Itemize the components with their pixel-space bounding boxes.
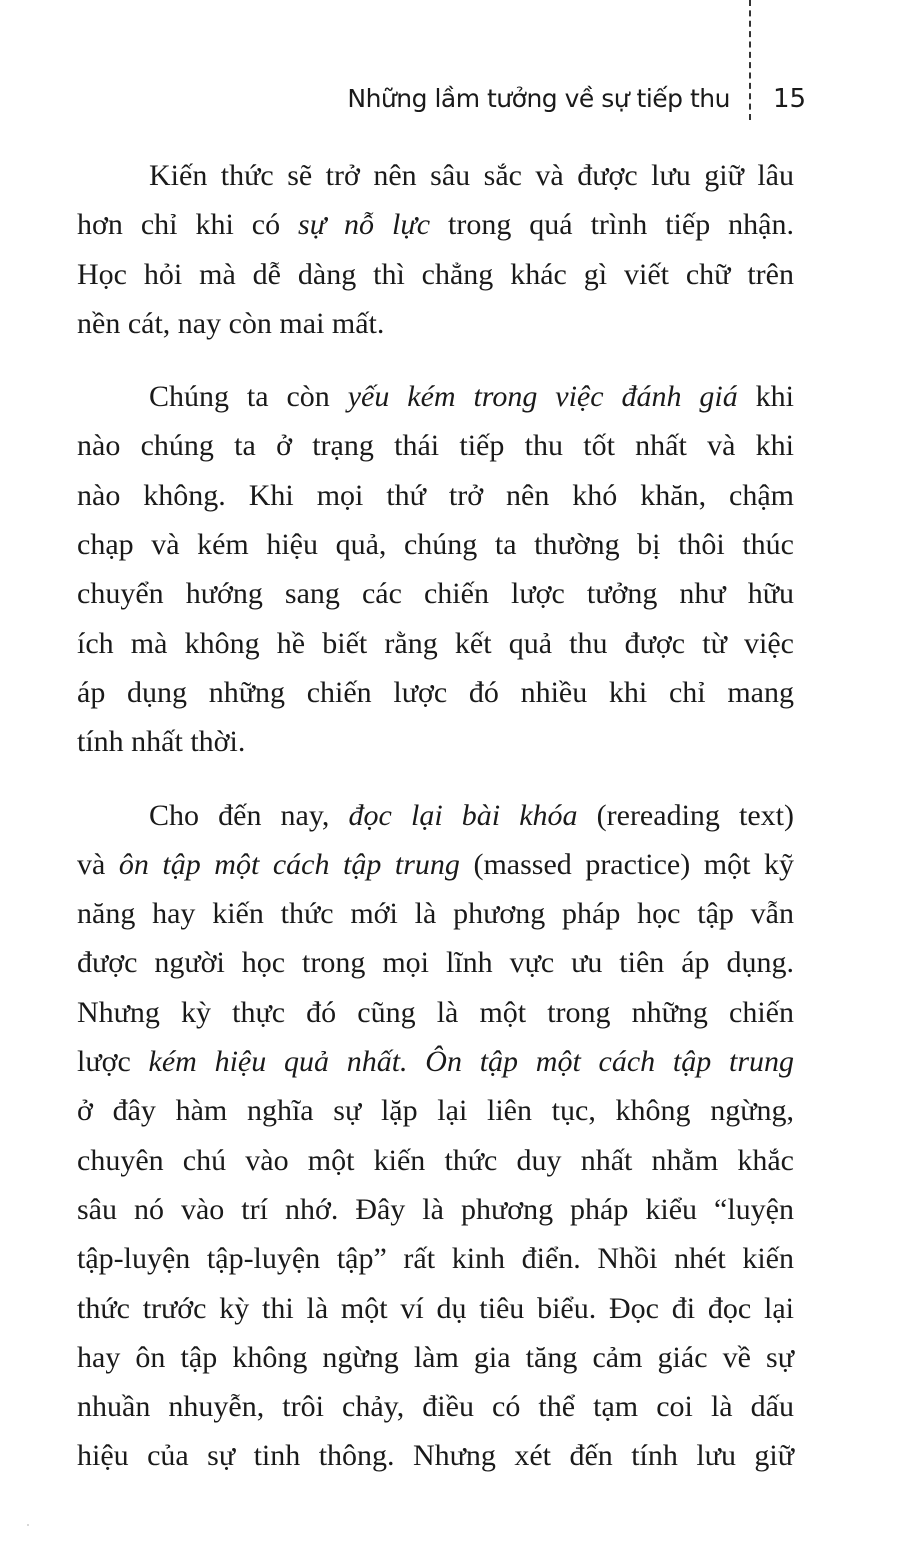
text-line bbox=[77, 299, 794, 348]
text-line bbox=[77, 372, 794, 421]
text-line bbox=[77, 1382, 794, 1431]
text-run: khi bbox=[737, 380, 794, 414]
text-run: (massed practice) một kỹ bbox=[459, 847, 794, 881]
text-line bbox=[77, 1284, 794, 1333]
body-text bbox=[77, 151, 794, 1505]
text-run: nền cát, nay còn mai mất. bbox=[77, 306, 385, 340]
text-run: lược bbox=[77, 1045, 149, 1079]
text-run: hơn chỉ khi có bbox=[77, 208, 299, 242]
text-line bbox=[77, 471, 794, 520]
text-run: được người học trong mọi lĩnh vực ưu tiên áp dụng. bbox=[77, 946, 794, 980]
text-run: ở đây hàm nghĩa sự lặp lại liên tục, không ngừng, bbox=[77, 1094, 794, 1128]
text-line bbox=[77, 421, 794, 470]
text-run: Kiến thức sẽ trở nên sâu sắc và được lưu giữ lâu bbox=[149, 159, 794, 192]
text-line bbox=[77, 1086, 794, 1135]
text-line bbox=[77, 520, 794, 569]
text-run: hay ôn tập không ngừng làm gia tăng cảm giác về sự bbox=[77, 1340, 794, 1374]
text-run: Cho đến nay, bbox=[149, 798, 349, 832]
text-run: sâu nó vào trí nhớ. Đây là phương pháp kiểu “luyện bbox=[77, 1192, 794, 1226]
paragraph bbox=[77, 791, 794, 1481]
text-line bbox=[77, 1185, 794, 1234]
emphasis-text: sự nỗ lực bbox=[298, 208, 431, 242]
text-line bbox=[77, 200, 794, 249]
text-run: chuyển hướng sang các chiến lược tưởng như hữu bbox=[77, 577, 794, 611]
text-line bbox=[77, 791, 794, 840]
text-line bbox=[77, 889, 794, 938]
text-line bbox=[77, 938, 794, 987]
text-line bbox=[77, 1037, 794, 1086]
paragraph bbox=[77, 372, 794, 766]
text-run: tính nhất thời. bbox=[77, 725, 246, 759]
text-line bbox=[77, 250, 794, 299]
text-line bbox=[77, 569, 794, 618]
text-line bbox=[77, 1431, 794, 1480]
text-run: và bbox=[77, 847, 119, 881]
text-run: thức trước kỳ thi là một ví dụ tiêu biểu. Đọc đi đọc lại bbox=[77, 1291, 794, 1325]
emphasis-text: ôn tập một cách tập trung bbox=[118, 847, 460, 881]
scan-speck bbox=[27, 1524, 29, 1526]
text-run: ích mà không hề biết rằng kết quả thu được từ việc bbox=[77, 626, 794, 660]
text-run: Nhưng kỳ thực đó cũng là một trong những chiến bbox=[77, 995, 794, 1029]
text-run: năng hay kiến thức mới là phương pháp học tập vẫn bbox=[77, 897, 794, 931]
text-line bbox=[77, 1136, 794, 1185]
emphasis-text: đọc lại bài khóa bbox=[348, 798, 578, 832]
emphasis-text: yếu kém trong việc đánh giá bbox=[347, 380, 738, 414]
text-run: chạp và kém hiệu quả, chúng ta thường bị thôi thúc bbox=[77, 528, 794, 562]
text-run: (rereading text) bbox=[577, 798, 794, 832]
text-line bbox=[77, 1234, 794, 1283]
text-line bbox=[77, 151, 794, 200]
text-run: áp dụng những chiến lược đó nhiều khi chỉ mang bbox=[77, 675, 794, 709]
paragraph bbox=[77, 151, 794, 348]
text-run: tập-luyện tập-luyện tập” rất kinh điển. Nhồi nhét kiến bbox=[77, 1242, 794, 1276]
text-run: Chúng ta còn bbox=[149, 380, 348, 414]
text-run: Học hỏi mà dễ dàng thì chẳng khác gì viết chữ trên bbox=[77, 257, 794, 291]
running-head: Những lầm tưởng về sự tiếp thu bbox=[347, 84, 730, 113]
text-run: chuyên chú vào một kiến thức duy nhất nhằm khắc bbox=[77, 1143, 794, 1177]
text-run: trong quá trình tiếp nhận. bbox=[430, 208, 794, 242]
text-line bbox=[77, 717, 794, 766]
page-number: 15 bbox=[773, 84, 807, 114]
text-run: nào không. Khi mọi thứ trở nên khó khăn, chậm bbox=[77, 478, 794, 512]
text-run: nào chúng ta ở trạng thái tiếp thu tốt nhất và khi bbox=[77, 429, 794, 463]
text-line bbox=[77, 988, 794, 1037]
text-run: nhuần nhuyễn, trôi chảy, điều có thể tạm coi là dấu bbox=[77, 1390, 794, 1424]
text-run: hiệu của sự tinh thông. Nhưng xét đến tính lưu giữ bbox=[77, 1439, 794, 1473]
text-line bbox=[77, 668, 794, 717]
text-line bbox=[77, 619, 794, 668]
text-line bbox=[77, 1333, 794, 1382]
text-line bbox=[77, 840, 794, 889]
emphasis-text: kém hiệu quả nhất. Ôn tập một cách tập trung bbox=[148, 1045, 794, 1079]
header-dashed-rule bbox=[749, 0, 751, 120]
